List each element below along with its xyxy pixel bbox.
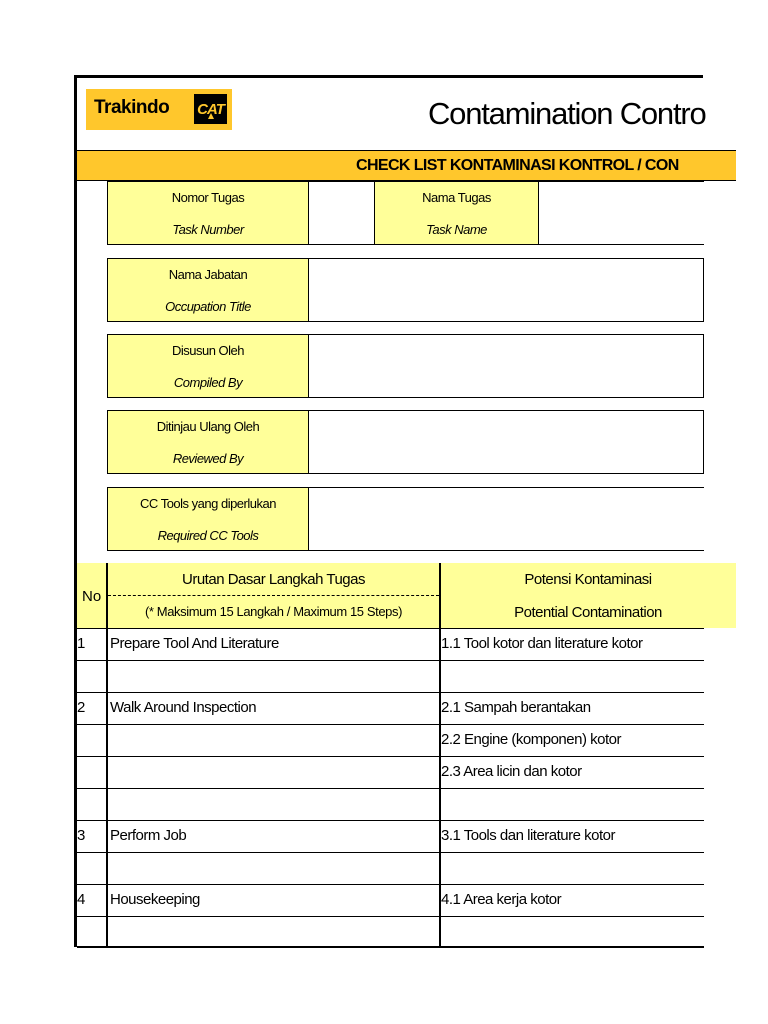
checklist-title: CHECK LIST KONTAMINASI KONTROL / CON bbox=[356, 157, 679, 174]
col-header-steps: Urutan Dasar Langkah Tugas bbox=[182, 571, 365, 588]
col-header-potential-id: Potensi Kontaminasi bbox=[524, 571, 652, 588]
compiled-by-label bbox=[107, 334, 309, 398]
compiled-label-id: Disusun Oleh bbox=[171, 343, 245, 358]
checklist-band bbox=[77, 150, 736, 181]
table-line bbox=[77, 820, 704, 821]
header-divider bbox=[108, 595, 439, 596]
row-3-step: Walk Around Inspection bbox=[110, 699, 257, 716]
page-title: Contamination Contro bbox=[428, 96, 706, 131]
compiled-by-field[interactable] bbox=[308, 334, 704, 398]
cat-logo-text: CAT bbox=[197, 101, 224, 118]
table-line bbox=[77, 756, 704, 757]
task-number-label-en: Task Number bbox=[172, 222, 244, 237]
table-line bbox=[77, 852, 704, 853]
row-5-potential: 2.3 Area licin dan kotor bbox=[441, 763, 582, 780]
table-line bbox=[77, 884, 704, 885]
row-1-no: 1 bbox=[77, 635, 85, 652]
task-name-label-en: Task Name bbox=[426, 222, 487, 237]
row-7-no: 3 bbox=[77, 827, 85, 844]
compiled-label-en: Compiled By bbox=[173, 375, 243, 390]
table-line bbox=[77, 724, 704, 725]
trakindo-cat-logo bbox=[86, 89, 232, 130]
frame-top-border bbox=[74, 75, 703, 78]
occupation-label-id: Nama Jabatan bbox=[168, 267, 248, 282]
reviewed-label-en: Reviewed By bbox=[172, 451, 244, 466]
row-1-potential: 1.1 Tool kotor dan literature kotor bbox=[441, 635, 643, 652]
table-line bbox=[77, 660, 704, 661]
cat-triangle-icon bbox=[208, 113, 214, 119]
table-col-divider bbox=[106, 563, 108, 947]
task-number-field[interactable] bbox=[308, 181, 375, 245]
occupation-title-field[interactable] bbox=[308, 258, 704, 322]
occupation-title-label bbox=[107, 258, 309, 322]
table-line bbox=[77, 788, 704, 789]
task-name-label bbox=[374, 181, 539, 245]
task-name-field[interactable] bbox=[538, 181, 704, 245]
row-1-step: Prepare Tool And Literature bbox=[110, 635, 279, 652]
row-9-potential: 4.1 Area kerja kotor bbox=[441, 891, 562, 908]
col-header-potential-en: Potential Contamination bbox=[514, 604, 662, 621]
row-7-potential: 3.1 Tools dan literature kotor bbox=[441, 827, 616, 844]
table-bottom-line bbox=[77, 946, 704, 948]
task-number-label-id: Nomor Tugas bbox=[171, 190, 245, 205]
row-3-potential: 2.1 Sampah berantakan bbox=[441, 699, 591, 716]
row-9-step: Housekeeping bbox=[110, 891, 200, 908]
table-line bbox=[77, 628, 704, 629]
reviewed-label-id: Ditinjau Ulang Oleh bbox=[156, 419, 260, 434]
reviewed-by-field[interactable] bbox=[308, 410, 704, 474]
row-4-potential: 2.2 Engine (komponen) kotor bbox=[441, 731, 621, 748]
logo-brand-text: Trakindo bbox=[94, 97, 170, 118]
table-line bbox=[77, 916, 704, 917]
frame-left-border bbox=[74, 75, 77, 947]
cc-tools-label-en: Required CC Tools bbox=[157, 528, 259, 543]
cc-tools-label-id: CC Tools yang diperlukan bbox=[140, 496, 276, 511]
reviewed-by-label bbox=[107, 410, 309, 474]
cat-logo-icon bbox=[194, 94, 227, 124]
task-number-label bbox=[107, 181, 309, 245]
cc-tools-label bbox=[107, 487, 309, 551]
cc-tools-field[interactable] bbox=[308, 487, 704, 551]
occupation-label-en: Occupation Title bbox=[165, 299, 251, 314]
col-header-steps-note: (* Maksimum 15 Langkah / Maximum 15 Steps) bbox=[144, 604, 403, 619]
row-3-no: 2 bbox=[77, 699, 85, 716]
row-7-step: Perform Job bbox=[110, 827, 187, 844]
row-9-no: 4 bbox=[77, 891, 85, 908]
task-name-label-id: Nama Tugas bbox=[422, 190, 491, 205]
table-col-divider bbox=[439, 563, 441, 947]
table-line bbox=[77, 692, 704, 693]
col-header-no: No bbox=[82, 588, 102, 605]
